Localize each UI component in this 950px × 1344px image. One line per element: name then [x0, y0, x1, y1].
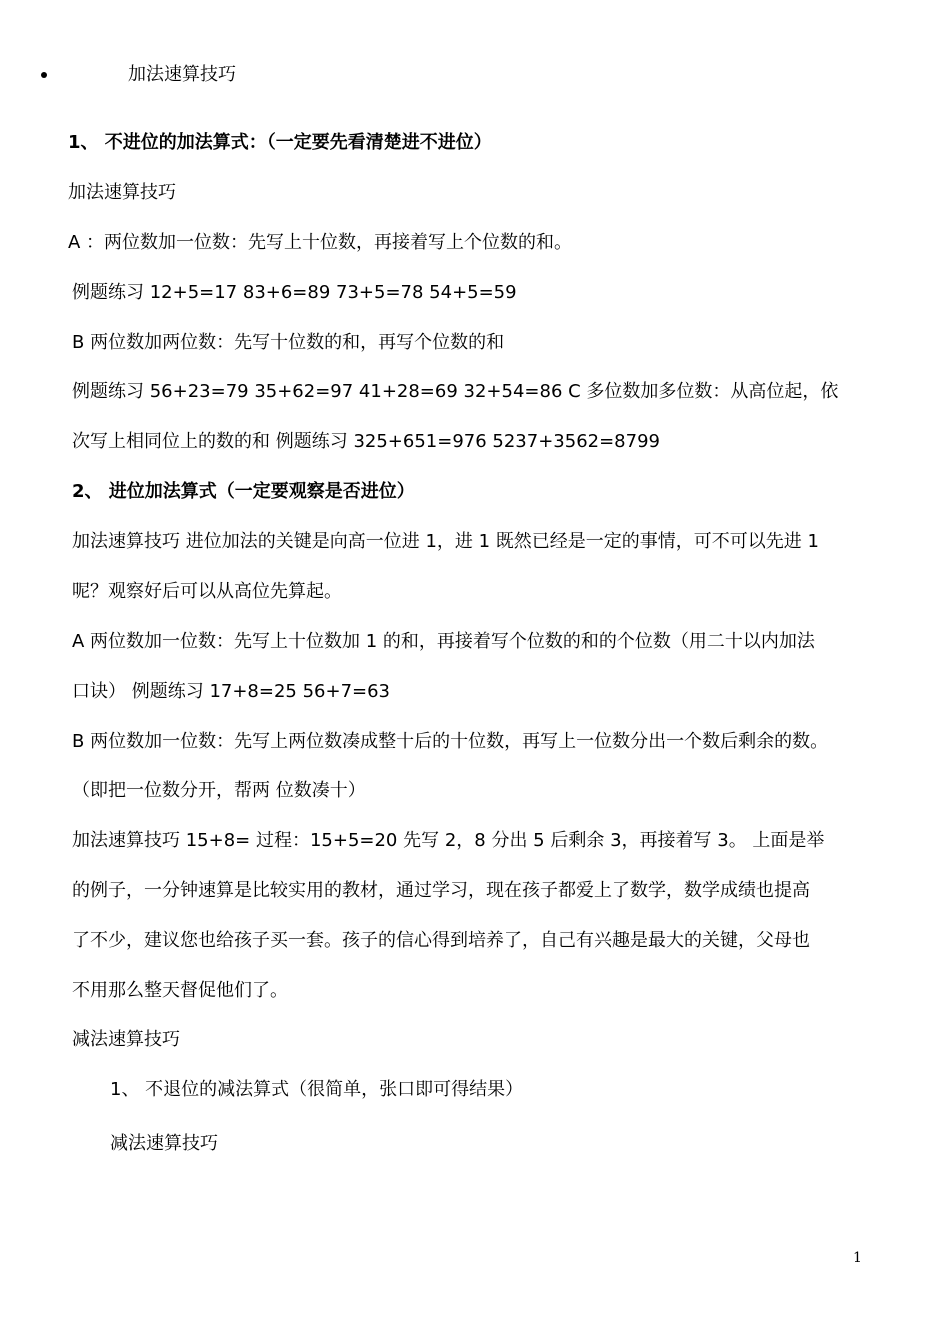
s1-example-a: 例题练习 12+5=17 83+6=89 73+5=78 54+5=59 — [72, 282, 517, 303]
page-number: 1 — [853, 1250, 862, 1266]
s1-example-b-line2: 次写上相同位上的数的和 例题练习 325+651=976 5237+3562=8799 — [72, 431, 660, 452]
s2-example-line4: 不用那么整天督促他们了。 — [72, 980, 288, 1001]
subtraction-item1-subtitle: 减法速算技巧 — [110, 1133, 218, 1154]
s2-paragraph-line1: 加法速算技巧 进位加法的关键是向高一位进 1，进 1 既然已经是一定的事情，可不可以先进 1 — [72, 531, 819, 552]
s2-rule-a-line1: A 两位数加一位数：先写上十位数加 1 的和，再接着写个位数的和的个位数（用二十以内加法 — [72, 631, 815, 652]
section2-title: 2、 进位加法算式（一定要观察是否进位） — [72, 481, 415, 502]
s2-example-line2: 的例子，一分钟速算是比较实用的教材，通过学习，现在孩子都爱上了数学，数学成绩也提高 — [72, 880, 810, 901]
subtraction-item1: 1、 不退位的减法算式（很简单，张口即可得结果） — [110, 1079, 524, 1100]
s2-rule-b-line2: （即把一位数分开，帮两 位数凑十） — [72, 780, 366, 801]
bullet-dot — [41, 72, 47, 78]
s2-example-line1: 加法速算技巧 15+8= 过程：15+5=20 先写 2，8 分出 5 后剩余 3，再接着写 3。 上面是举 — [72, 830, 825, 851]
s1-rule-a: A ：两位数加一位数：先写上十位数，再接着写上个位数的和。 — [68, 232, 573, 253]
s2-rule-b-line1: B 两位数加一位数：先写上两位数凑成整十后的十位数，再写上一位数分出一个数后剩余的数。 — [72, 731, 829, 752]
s1-example-b-line1: 例题练习 56+23=79 35+62=97 41+28=69 32+54=86 C 多位数加多位数：从高位起，依 — [72, 381, 839, 402]
heading: 加法速算技巧 — [128, 64, 236, 85]
s1-subtitle: 加法速算技巧 — [68, 182, 176, 203]
s2-rule-a-line2: 口诀） 例题练习 17+8=25 56+7=63 — [72, 681, 391, 702]
s2-paragraph-line2: 呢？观察好后可以从高位先算起。 — [72, 581, 342, 602]
subtraction-heading: 减法速算技巧 — [72, 1029, 180, 1050]
s1-rule-b: B 两位数加两位数：先写十位数的和，再写个位数的和 — [72, 332, 505, 353]
s2-example-line3: 了不少，建议您也给孩子买一套。孩子的信心得到培养了，自己有兴趣是最大的关键，父母也 — [72, 930, 810, 951]
section1-title: 1、 不进位的加法算式：（一定要先看清楚进不进位） — [68, 132, 492, 153]
